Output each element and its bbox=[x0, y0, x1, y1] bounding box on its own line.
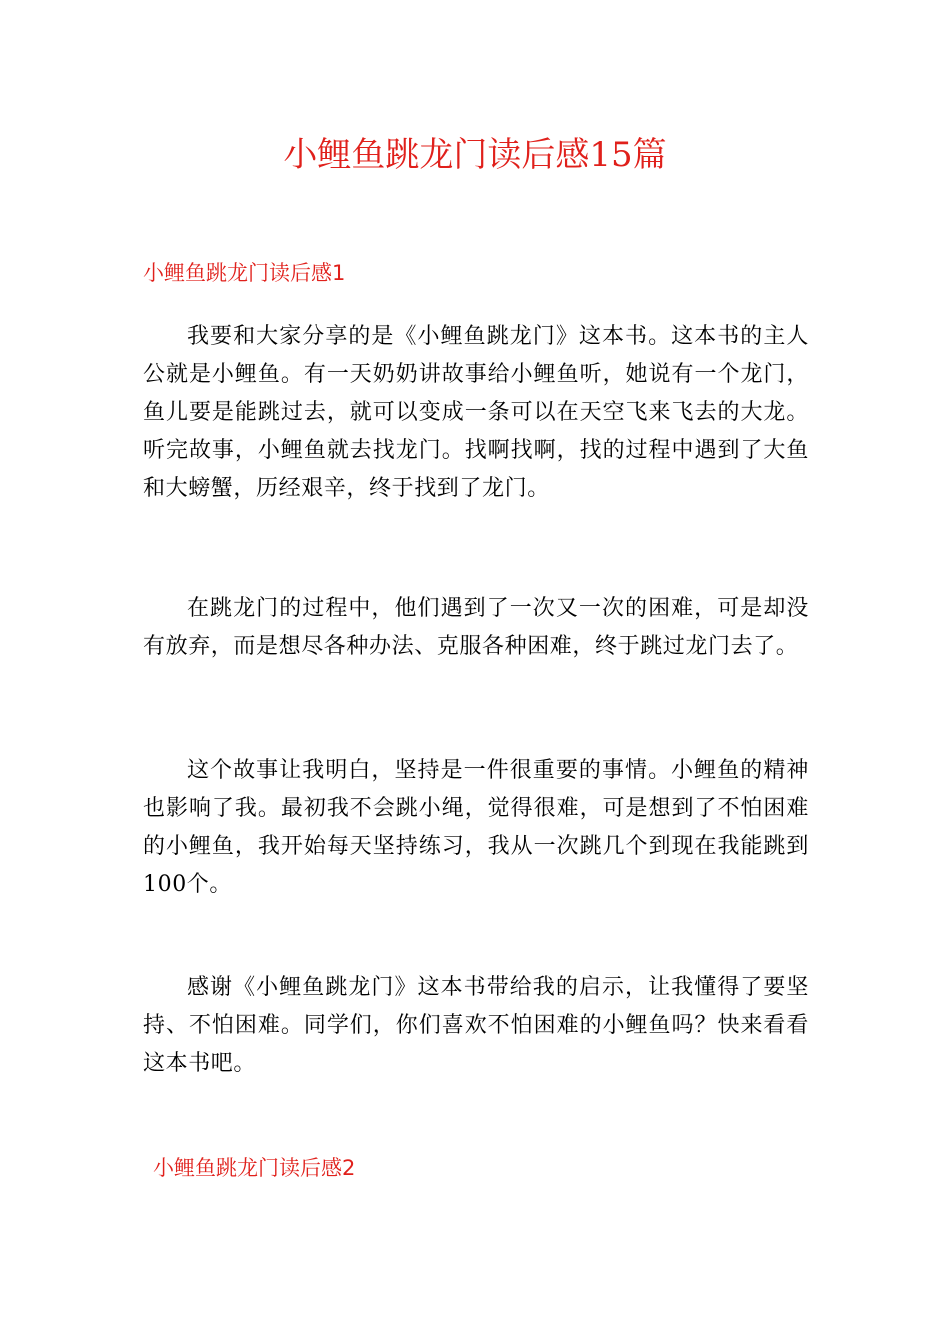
section-heading-1: 小鲤鱼跳龙门读后感1 bbox=[143, 261, 346, 285]
paragraph-4: 感谢《小鲤鱼跳龙门》这本书带给我的启示，让我懂得了要坚持、不怕困难。同学们，你们喜欢不怕困难的小鲤鱼吗？快来看看这本书吧。 bbox=[143, 975, 809, 1076]
document-title: 小鲤鱼跳龙门读后感15篇 bbox=[283, 135, 667, 175]
paragraph-1: 我要和大家分享的是《小鲤鱼跳龙门》这本书。这本书的主人公就是小鲤鱼。有一天奶奶讲故事给小鲤鱼听，她说有一个龙门，鱼儿要是能跳过去，就可以变成一条可以在天空飞来飞去的大龙。听完故事，小鲤鱼就去找龙门。找啊找啊，找的过程中遇到了大鱼和大螃蟹，历经艰辛，终于找到了龙门。 bbox=[143, 324, 809, 501]
section-heading-2: 小鲤鱼跳龙门读后感2 bbox=[153, 1156, 356, 1180]
paragraph-2: 在跳龙门的过程中，他们遇到了一次又一次的困难，可是却没有放弃，而是想尽各种办法、克服各种困难，终于跳过龙门去了。 bbox=[143, 596, 809, 659]
paragraph-3: 这个故事让我明白，坚持是一件很重要的事情。小鲤鱼的精神也影响了我。最初我不会跳小绳，觉得很难，可是想到了不怕困难的小鲤鱼，我开始每天坚持练习，我从一次跳几个到现在我能跳到100个。 bbox=[143, 758, 809, 897]
